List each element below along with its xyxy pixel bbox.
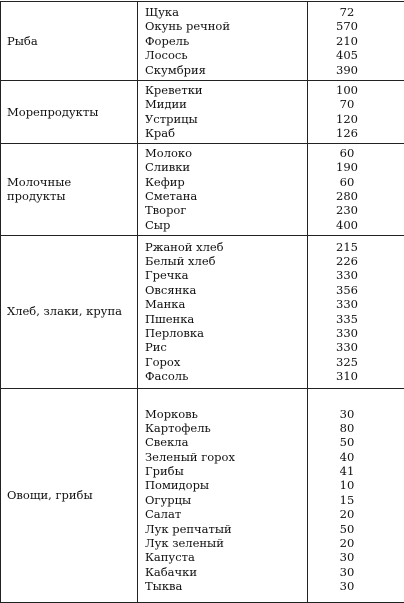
item-name: Лук зеленый bbox=[145, 536, 307, 550]
item-name: Устрицы bbox=[145, 112, 307, 126]
category-cell bbox=[1, 388, 138, 602]
values-cell bbox=[308, 388, 404, 602]
item-name: Огурцы bbox=[145, 493, 307, 507]
item-value: 330 bbox=[308, 326, 386, 340]
values-cell bbox=[308, 81, 404, 144]
item-value: 20 bbox=[308, 536, 386, 550]
item-value: 330 bbox=[308, 297, 386, 311]
items-cell bbox=[138, 81, 308, 144]
item-name: Капуста bbox=[145, 550, 307, 564]
items-cell bbox=[138, 143, 308, 235]
table-row bbox=[1, 143, 404, 235]
item-name: Молоко bbox=[145, 146, 307, 160]
item-value: 330 bbox=[308, 268, 386, 282]
item-name: Помидоры bbox=[145, 478, 307, 492]
item-name: Горох bbox=[145, 355, 307, 369]
item-name: Творог bbox=[145, 203, 307, 217]
item-name: Сыр bbox=[145, 218, 307, 232]
item-value: 310 bbox=[308, 369, 386, 383]
item-value: 10 bbox=[308, 478, 386, 492]
item-value: 120 bbox=[308, 112, 386, 126]
item-name: Креветки bbox=[145, 83, 307, 97]
category-label: Овощи, грибы bbox=[7, 488, 133, 502]
items-cell bbox=[138, 2, 308, 81]
category-label: Хлеб, злаки, крупа bbox=[7, 304, 133, 318]
item-name: Скумбрия bbox=[145, 63, 307, 77]
item-name: Краб bbox=[145, 126, 307, 140]
item-value: 60 bbox=[308, 175, 386, 189]
item-name: Перловка bbox=[145, 326, 307, 340]
category-cell bbox=[1, 143, 138, 235]
item-value: 356 bbox=[308, 283, 386, 297]
values-cell bbox=[308, 235, 404, 388]
item-name: Фасоль bbox=[145, 369, 307, 383]
item-name: Манка bbox=[145, 297, 307, 311]
item-value: 405 bbox=[308, 48, 386, 62]
item-name: Овсянка bbox=[145, 283, 307, 297]
items-cell bbox=[138, 388, 308, 602]
item-name: Пшенка bbox=[145, 312, 307, 326]
table-row bbox=[1, 388, 404, 602]
item-name: Салат bbox=[145, 507, 307, 521]
category-cell bbox=[1, 235, 138, 388]
item-name: Тыква bbox=[145, 579, 307, 593]
item-name: Лосось bbox=[145, 48, 307, 62]
item-value: 190 bbox=[308, 160, 386, 174]
item-value: 72 bbox=[308, 5, 386, 19]
items-cell bbox=[138, 235, 308, 388]
category-cell bbox=[1, 2, 138, 81]
item-name: Морковь bbox=[145, 407, 307, 421]
item-name: Щука bbox=[145, 5, 307, 19]
category-label-line: Молочные bbox=[7, 175, 133, 189]
item-value: 30 bbox=[308, 407, 386, 421]
item-value: 280 bbox=[308, 189, 386, 203]
item-value: 20 bbox=[308, 507, 386, 521]
item-value: 60 bbox=[308, 146, 386, 160]
item-name: Кабачки bbox=[145, 565, 307, 579]
item-value: 390 bbox=[308, 63, 386, 77]
item-name: Белый хлеб bbox=[145, 254, 307, 268]
item-value: 215 bbox=[308, 240, 386, 254]
item-value: 41 bbox=[308, 464, 386, 478]
item-value: 126 bbox=[308, 126, 386, 140]
table-row bbox=[1, 2, 404, 81]
category-label: Рыба bbox=[7, 34, 133, 48]
item-name: Зеленый горох bbox=[145, 450, 307, 464]
item-name: Ржаной хлеб bbox=[145, 240, 307, 254]
item-value: 330 bbox=[308, 340, 386, 354]
item-name: Кефир bbox=[145, 175, 307, 189]
item-value: 100 bbox=[308, 83, 386, 97]
values-cell bbox=[308, 2, 404, 81]
item-name: Рис bbox=[145, 340, 307, 354]
item-name: Форель bbox=[145, 34, 307, 48]
item-name: Лук репчатый bbox=[145, 522, 307, 536]
values-cell bbox=[308, 143, 404, 235]
item-value: 325 bbox=[308, 355, 386, 369]
item-value: 226 bbox=[308, 254, 386, 268]
item-value: 15 bbox=[308, 493, 386, 507]
table-row bbox=[1, 81, 404, 144]
item-value: 230 bbox=[308, 203, 386, 217]
item-value: 570 bbox=[308, 19, 386, 33]
item-value: 400 bbox=[308, 218, 386, 232]
item-name: Картофель bbox=[145, 421, 307, 435]
item-value: 30 bbox=[308, 550, 386, 564]
table-row bbox=[1, 235, 404, 388]
item-value: 210 bbox=[308, 34, 386, 48]
item-value: 30 bbox=[308, 579, 386, 593]
item-value: 80 bbox=[308, 421, 386, 435]
item-name: Окунь речной bbox=[145, 19, 307, 33]
item-name: Свекла bbox=[145, 435, 307, 449]
item-value: 40 bbox=[308, 450, 386, 464]
item-value: 50 bbox=[308, 435, 386, 449]
item-value: 70 bbox=[308, 97, 386, 111]
item-value: 30 bbox=[308, 565, 386, 579]
category-label: Морепродукты bbox=[7, 105, 133, 119]
category-label-line: продукты bbox=[7, 189, 133, 203]
item-name: Мидии bbox=[145, 97, 307, 111]
item-name: Грибы bbox=[145, 464, 307, 478]
item-value: 335 bbox=[308, 312, 386, 326]
item-name: Сметана bbox=[145, 189, 307, 203]
food-table bbox=[0, 1, 404, 603]
category-cell bbox=[1, 81, 138, 144]
item-name: Сливки bbox=[145, 160, 307, 174]
item-value: 50 bbox=[308, 522, 386, 536]
item-name: Гречка bbox=[145, 268, 307, 282]
